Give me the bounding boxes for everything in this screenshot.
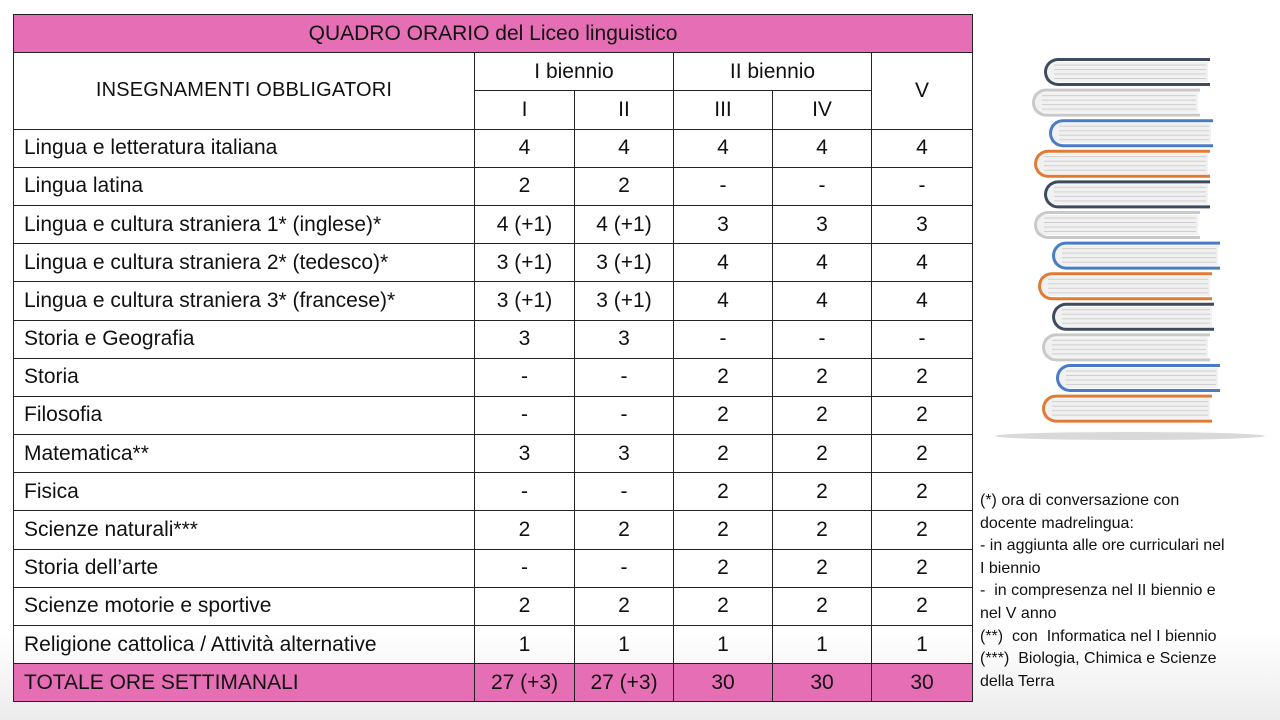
hours-cell: 2: [872, 358, 973, 396]
hours-cell: 3 (+1): [575, 282, 674, 320]
table-row: [14, 396, 973, 434]
footnote-line: nel V anno: [980, 604, 1057, 622]
hours-cell: 2: [674, 549, 773, 587]
hours-cell: 4: [773, 129, 872, 167]
hours-cell: 2: [674, 587, 773, 625]
subject-cell: Matematica**: [14, 435, 475, 473]
footnote-line: - in compresenza nel II biennio e: [980, 582, 1216, 600]
year-header: IV: [773, 91, 872, 129]
total-row: [14, 664, 973, 702]
book-icon: [1044, 58, 1210, 86]
book-icon: [1049, 119, 1213, 147]
hours-cell: -: [475, 549, 575, 587]
hours-cell: 2: [575, 167, 674, 205]
book-icon: [1042, 395, 1212, 423]
hours-cell: 2: [773, 473, 872, 511]
total-cell: 27 (+3): [475, 664, 575, 702]
hours-cell: -: [575, 396, 674, 434]
group2-header: II biennio: [674, 53, 872, 91]
hours-cell: 2: [674, 511, 773, 549]
hours-cell: 2: [575, 511, 674, 549]
footnote-line: docente madrelingua:: [980, 514, 1134, 532]
footnote-line: I biennio: [980, 559, 1041, 577]
table-row: [14, 205, 973, 243]
subject-cell: Filosofia: [14, 396, 475, 434]
year-header: III: [674, 91, 773, 129]
footnote-line: (*) ora di conversazione con: [980, 492, 1180, 509]
footnote-line: della Terra: [980, 672, 1055, 690]
subject-cell: Storia e Geografia: [14, 320, 475, 358]
year5-header: V: [872, 53, 973, 129]
book-icon: [1056, 364, 1220, 392]
hours-cell: 4 (+1): [475, 205, 575, 243]
hours-cell: 2: [872, 473, 973, 511]
subject-cell: Lingua e cultura straniera 3* (francese)*: [14, 282, 475, 320]
hours-cell: 3: [475, 320, 575, 358]
hours-cell: 2: [773, 396, 872, 434]
hours-cell: 2: [475, 167, 575, 205]
total-cell: 30: [872, 664, 973, 702]
table-row: [14, 587, 973, 625]
table-row: [14, 244, 973, 282]
hours-cell: 2: [773, 587, 872, 625]
hours-cell: 2: [674, 396, 773, 434]
table-row: [14, 129, 973, 167]
hours-cell: 2: [872, 549, 973, 587]
hours-cell: 2: [773, 549, 872, 587]
table-row: [14, 320, 973, 358]
hours-cell: 3 (+1): [475, 282, 575, 320]
hours-cell: 4: [773, 282, 872, 320]
table-row: [14, 282, 973, 320]
hours-cell: 2: [872, 396, 973, 434]
hours-cell: 2: [773, 358, 872, 396]
hours-cell: 1: [773, 626, 872, 664]
subject-cell: Fisica: [14, 473, 475, 511]
hours-cell: -: [773, 320, 872, 358]
hours-cell: 4: [575, 129, 674, 167]
hours-cell: -: [475, 396, 575, 434]
hours-cell: 3: [575, 435, 674, 473]
hours-cell: 2: [475, 511, 575, 549]
subject-cell: Lingua e cultura straniera 2* (tedesco)*: [14, 244, 475, 282]
total-cell: 27 (+3): [575, 664, 674, 702]
hours-cell: 4: [872, 282, 973, 320]
hours-cell: 2: [674, 435, 773, 473]
year-header: I: [475, 91, 575, 129]
book-icon: [1052, 303, 1214, 331]
hours-cell: 4: [872, 129, 973, 167]
subject-cell: Lingua latina: [14, 167, 475, 205]
hours-cell: -: [575, 358, 674, 396]
hours-cell: 3: [475, 435, 575, 473]
timetable: [13, 14, 973, 702]
hours-cell: 4: [773, 244, 872, 282]
hours-cell: 3 (+1): [575, 244, 674, 282]
subjects-header: INSEGNAMENTI OBBLIGATORI: [14, 53, 475, 129]
hours-cell: 3: [674, 205, 773, 243]
subject-cell: Storia dell’arte: [14, 549, 475, 587]
hours-cell: 3 (+1): [475, 244, 575, 282]
total-cell: 30: [674, 664, 773, 702]
subject-cell: Lingua e letteratura italiana: [14, 129, 475, 167]
book-icon: [1052, 242, 1220, 270]
hours-cell: 3: [872, 205, 973, 243]
hours-cell: 2: [475, 587, 575, 625]
stack-of-books-icon: [990, 50, 1270, 450]
hours-cell: -: [773, 167, 872, 205]
hours-cell: 4 (+1): [575, 205, 674, 243]
hours-cell: 2: [872, 435, 973, 473]
hours-cell: 4: [674, 244, 773, 282]
hours-cell: 3: [773, 205, 872, 243]
hours-cell: 1: [575, 626, 674, 664]
book-icon: [1032, 89, 1200, 117]
title-row: [14, 15, 973, 53]
hours-cell: 2: [674, 358, 773, 396]
table-row: [14, 473, 973, 511]
subject-cell: Scienze naturali***: [14, 511, 475, 549]
total-label: TOTALE ORE SETTIMANALI: [14, 664, 475, 702]
hours-cell: 3: [575, 320, 674, 358]
book-icon: [1034, 150, 1210, 178]
hours-cell: 1: [872, 626, 973, 664]
book-icon: [1034, 211, 1200, 239]
hours-cell: 2: [872, 587, 973, 625]
group1-header: I biennio: [475, 53, 674, 91]
hours-cell: -: [575, 473, 674, 511]
subject-cell: Storia: [14, 358, 475, 396]
table-title: QUADRO ORARIO del Liceo linguistico: [14, 15, 973, 53]
table-row: [14, 511, 973, 549]
hours-cell: -: [575, 549, 674, 587]
footnote-line: (***) Biologia, Chimica e Scienze: [980, 650, 1217, 668]
table-row: [14, 549, 973, 587]
subject-cell: Religione cattolica / Attività alternative: [14, 626, 475, 664]
table-row: [14, 435, 973, 473]
hours-cell: 2: [773, 435, 872, 473]
table-row: [14, 358, 973, 396]
hours-cell: 4: [475, 129, 575, 167]
hours-cell: 2: [575, 587, 674, 625]
books-illustration: [990, 50, 1270, 450]
footnotes: [980, 490, 1270, 693]
hours-cell: 2: [773, 511, 872, 549]
footnote-line: - in aggiunta alle ore curriculari nel: [980, 537, 1225, 555]
header-row-1: [14, 53, 973, 91]
hours-cell: -: [475, 358, 575, 396]
book-icon: [1042, 333, 1210, 361]
table-row: [14, 167, 973, 205]
hours-cell: 1: [475, 626, 575, 664]
book-icon: [1038, 272, 1212, 300]
total-cell: 30: [773, 664, 872, 702]
table-row: [14, 626, 973, 664]
subject-cell: Lingua e cultura straniera 1* (inglese)*: [14, 205, 475, 243]
subject-cell: Scienze motorie e sportive: [14, 587, 475, 625]
hours-cell: 4: [872, 244, 973, 282]
hours-cell: 2: [674, 473, 773, 511]
year-header: II: [575, 91, 674, 129]
hours-cell: -: [872, 320, 973, 358]
hours-cell: -: [872, 167, 973, 205]
hours-cell: 1: [674, 626, 773, 664]
book-icon: [1044, 180, 1210, 208]
hours-cell: -: [674, 167, 773, 205]
shadow: [995, 432, 1265, 440]
hours-cell: 4: [674, 282, 773, 320]
hours-cell: 4: [674, 129, 773, 167]
hours-cell: 2: [872, 511, 973, 549]
hours-cell: -: [674, 320, 773, 358]
footnote-line: (**) con Informatica nel I biennio: [980, 627, 1217, 645]
hours-cell: -: [475, 473, 575, 511]
